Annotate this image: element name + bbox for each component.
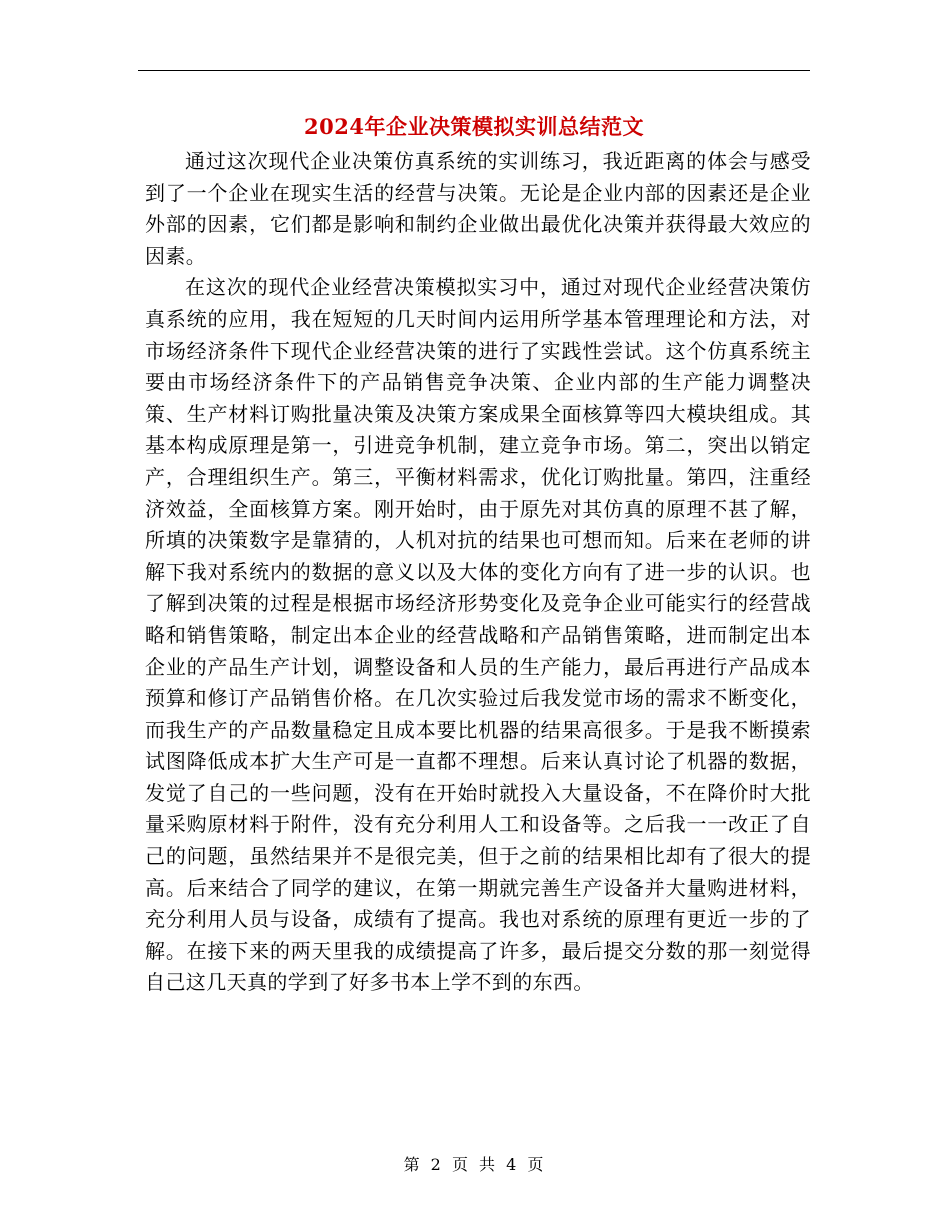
- document-body: [145, 146, 811, 999]
- header-rule: [138, 70, 810, 71]
- document-title: 2024年企业决策模拟实训总结范文: [304, 114, 644, 139]
- page-number-footer: 第 2 页 共 4 页: [403, 1155, 547, 1174]
- body-paragraph-2: 在这次的现代企业经营决策模拟实习中，通过对现代企业经营决策仿真系统的应用，我在短短的几天时间内运用所学基本管理理论和方法，对市场经济条件下现代企业经营决策的进行了实践性尝试。这个仿真系统主要由市场经济条件下的产品销售竞争决策、企业内部的生产能力调整决策、生产材料订购批量决策及决策方案成果全面核算等四大模块组成。其基本构成原理是第一，引进竞争机制，建立竞争市场。第二，突出以销定产，合理组织生产。第三，平衡材料需求，优化订购批量。第四，注重经济效益，全面核算方案。刚开始时，由于原先对其仿真的原理不甚了解，所填的决策数字是靠猜的，人机对抗的结果也可想而知。后来在老师的讲解下我对系统内的数据的意义以及大体的变化方向有了进一步的认识。也了解到决策的过程是根据市场经济形势变化及竞争企业可能实行的经营战略和销售策略，制定出本企业的经营战略和产品销售策略，进而制定出本企业的产品生产计划，调整设备和人员的生产能力，最后再进行产品成本预算和修订产品销售价格。在几次实验过后我发觉市场的需求不断变化，而我生产的产品数量稳定且成本要比机器的结果高很多。于是我不断摸索试图降低成本扩大生产可是一直都不理想。后来认真讨论了机器的数据，发觉了自己的一些问题，没有在开始时就投入大量设备，不在降价时大批量采购原材料于附件，没有充分利用人工和设备等。之后我一一改正了自己的问题，虽然结果并不是很完美，但于之前的结果相比却有了很大的提高。后来结合了同学的建议，在第一期就完善生产设备并大量购进材料，充分利用人员与设备，成绩有了提高。我也对系统的原理有更近一步的了解。在接下来的两天里我的成绩提高了许多，最后提交分数的那一刻觉得自己这几天真的学到了好多书本上学不到的东西。: [145, 275, 811, 995]
- body-paragraph-1: 通过这次现代企业决策仿真系统的实训练习，我近距离的体会与感受到了一个企业在现实生活的经营与决策。无论是企业内部的因素还是企业外部的因素，它们都是影响和制约企业做出最优化决策并获得最大效应的因素。: [145, 149, 811, 268]
